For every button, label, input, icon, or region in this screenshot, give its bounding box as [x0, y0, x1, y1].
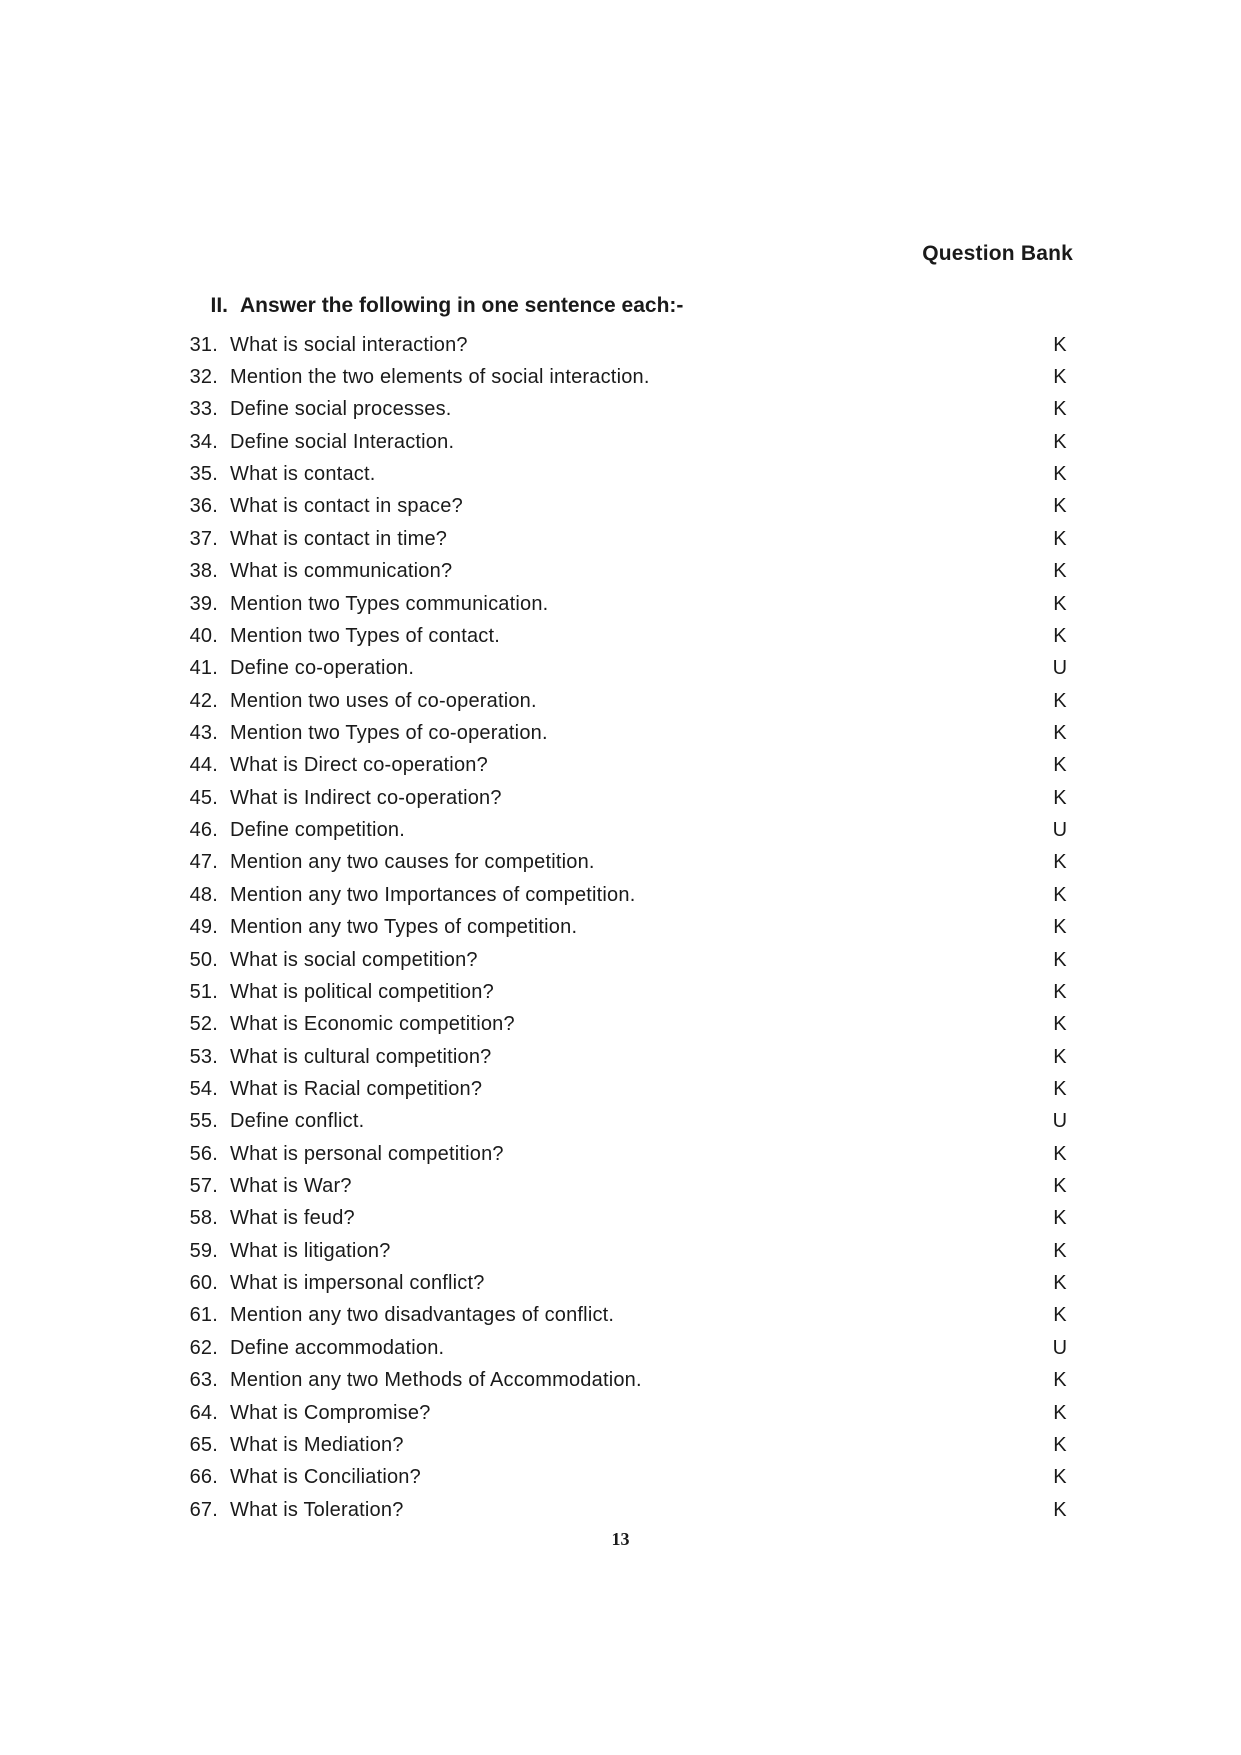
question-number: 46. [189, 819, 218, 842]
question-number: 65. [189, 1433, 218, 1456]
question-level: K [1053, 1401, 1067, 1424]
question-number: 66. [189, 1466, 218, 1489]
question-row [182, 1267, 1072, 1299]
question-row [182, 1170, 1072, 1202]
question-level: K [1053, 495, 1067, 518]
section-heading-text: Answer the following in one sentence each:- [240, 294, 684, 317]
question-row [182, 814, 1072, 846]
question-level: U [1052, 1336, 1068, 1359]
question-text: Mention two Types of contact. [230, 624, 501, 647]
question-text: What is contact in space? [230, 495, 463, 518]
question-text: Define competition. [230, 819, 406, 842]
question-level: K [1053, 1142, 1067, 1165]
question-text: What is Compromise? [230, 1401, 431, 1424]
question-text: Mention any two Importances of competition. [230, 883, 636, 906]
question-level: K [1053, 1466, 1067, 1489]
question-level: K [1053, 527, 1067, 550]
question-row [182, 717, 1072, 749]
question-row [182, 750, 1072, 782]
question-row [182, 426, 1072, 458]
question-row [182, 1494, 1072, 1526]
question-text: What is Direct co-operation? [230, 754, 488, 777]
question-text: Mention two Types of co-operation. [230, 721, 548, 744]
question-row [182, 944, 1072, 976]
question-row [182, 1203, 1072, 1235]
question-number: 36. [189, 495, 218, 518]
question-row [182, 556, 1072, 588]
question-number: 53. [189, 1045, 218, 1068]
question-text: What is Economic competition? [230, 1013, 515, 1036]
question-row [182, 1041, 1072, 1073]
question-row [182, 976, 1072, 1008]
question-number: 50. [189, 948, 218, 971]
question-number: 61. [189, 1304, 218, 1327]
question-number: 35. [189, 463, 218, 486]
question-level: K [1053, 1239, 1067, 1262]
question-row [182, 491, 1072, 523]
question-number: 55. [189, 1110, 218, 1133]
question-level: K [1053, 1175, 1067, 1198]
question-row [182, 1073, 1072, 1105]
section-heading [194, 294, 683, 318]
question-level: K [1053, 980, 1067, 1003]
question-level: K [1053, 883, 1067, 906]
question-text: What is impersonal conflict? [230, 1272, 485, 1295]
question-number: 42. [189, 689, 218, 712]
question-row [182, 782, 1072, 814]
question-level: K [1053, 366, 1067, 389]
question-level: K [1053, 333, 1067, 356]
question-level: U [1052, 1110, 1068, 1133]
question-text: What is Indirect co-operation? [230, 786, 502, 809]
question-text: What is Racial competition? [230, 1077, 483, 1100]
question-text: Define social processes. [230, 398, 452, 421]
question-number: 43. [189, 721, 218, 744]
question-number: 51. [189, 980, 218, 1003]
question-level: K [1053, 1369, 1067, 1392]
question-row [182, 361, 1072, 393]
question-number: 52. [189, 1013, 218, 1036]
question-text: What is contact in time? [230, 527, 448, 550]
question-level: K [1053, 851, 1067, 874]
question-row [182, 1235, 1072, 1267]
question-number: 62. [189, 1336, 218, 1359]
question-text: What is personal competition? [230, 1142, 504, 1165]
question-level: K [1053, 1498, 1067, 1521]
question-text: What is social competition? [230, 948, 478, 971]
page-number: 13 [611, 1529, 630, 1549]
question-row [182, 1138, 1072, 1170]
question-text: Mention any two disadvantages of conflict. [230, 1304, 615, 1327]
question-row [182, 329, 1072, 361]
question-row [182, 1332, 1072, 1364]
question-text: What is litigation? [230, 1239, 391, 1262]
question-level: K [1053, 1045, 1067, 1068]
question-level: K [1053, 463, 1067, 486]
question-row [182, 847, 1072, 879]
question-level: K [1053, 560, 1067, 583]
question-number: 64. [189, 1401, 218, 1424]
question-row [182, 1365, 1072, 1397]
page-header-title: Question Bank [922, 242, 1073, 265]
question-number: 39. [189, 592, 218, 615]
question-level: K [1053, 721, 1067, 744]
question-text: What is Mediation? [230, 1433, 404, 1456]
question-text: Define social Interaction. [230, 430, 455, 453]
question-row [182, 1106, 1072, 1138]
question-row [182, 911, 1072, 943]
question-text: What is feud? [230, 1207, 355, 1230]
question-level: K [1053, 1304, 1067, 1327]
question-level: K [1053, 916, 1067, 939]
question-number: 47. [189, 851, 218, 874]
question-row [182, 620, 1072, 652]
question-text: Mention any two Methods of Accommodation. [230, 1369, 642, 1392]
question-number: 37. [189, 527, 218, 550]
question-number: 31. [189, 333, 218, 356]
question-text: What is Toleration? [230, 1498, 404, 1521]
question-row [182, 1397, 1072, 1429]
question-text: Define conflict. [230, 1110, 365, 1133]
question-text: Mention two uses of co-operation. [230, 689, 537, 712]
question-number: 41. [189, 657, 218, 680]
question-row [182, 588, 1072, 620]
question-number: 48. [189, 883, 218, 906]
question-level: K [1053, 1433, 1067, 1456]
question-number: 38. [189, 560, 218, 583]
question-level: K [1053, 1077, 1067, 1100]
question-text: Mention any two Types of competition. [230, 916, 578, 939]
question-level: K [1053, 592, 1067, 615]
question-level: K [1053, 1207, 1067, 1230]
question-text: What is Conciliation? [230, 1466, 421, 1489]
question-text: What is social interaction? [230, 333, 468, 356]
question-number: 56. [189, 1142, 218, 1165]
question-text: Mention the two elements of social interaction. [230, 366, 650, 389]
question-row [182, 653, 1072, 685]
question-level: K [1053, 1013, 1067, 1036]
question-row [182, 394, 1072, 426]
question-number: 45. [189, 786, 218, 809]
question-text: What is War? [230, 1175, 352, 1198]
question-text: Define accommodation. [230, 1336, 445, 1359]
question-level: K [1053, 1272, 1067, 1295]
question-number: 58. [189, 1207, 218, 1230]
question-number: 32. [189, 366, 218, 389]
question-level: K [1053, 786, 1067, 809]
question-level: U [1052, 657, 1068, 680]
question-number: 34. [189, 430, 218, 453]
question-level: U [1052, 819, 1068, 842]
question-level: K [1053, 624, 1067, 647]
question-list [182, 329, 1072, 1526]
question-level: K [1053, 948, 1067, 971]
question-number: 40. [189, 624, 218, 647]
question-row [182, 1429, 1072, 1461]
question-number: 59. [189, 1239, 218, 1262]
question-number: 67. [189, 1498, 218, 1521]
question-level: K [1053, 430, 1067, 453]
question-row [182, 1009, 1072, 1041]
question-text: What is contact. [230, 463, 376, 486]
section-number: II. [210, 294, 228, 317]
question-number: 54. [189, 1077, 218, 1100]
question-row [182, 879, 1072, 911]
question-row [182, 523, 1072, 555]
question-row [182, 685, 1072, 717]
question-row [182, 458, 1072, 490]
question-number: 49. [189, 916, 218, 939]
question-number: 63. [189, 1369, 218, 1392]
question-text: What is political competition? [230, 980, 494, 1003]
question-row [182, 1300, 1072, 1332]
question-number: 44. [189, 754, 218, 777]
question-level: K [1053, 398, 1067, 421]
question-text: Mention any two causes for competition. [230, 851, 595, 874]
question-text: Mention two Types communication. [230, 592, 549, 615]
question-number: 57. [189, 1175, 218, 1198]
question-text: Define co-operation. [230, 657, 415, 680]
question-level: K [1053, 754, 1067, 777]
question-level: K [1053, 689, 1067, 712]
question-number: 60. [189, 1272, 218, 1295]
question-row [182, 1462, 1072, 1494]
question-text: What is communication? [230, 560, 453, 583]
question-number: 33. [189, 398, 218, 421]
question-text: What is cultural competition? [230, 1045, 492, 1068]
